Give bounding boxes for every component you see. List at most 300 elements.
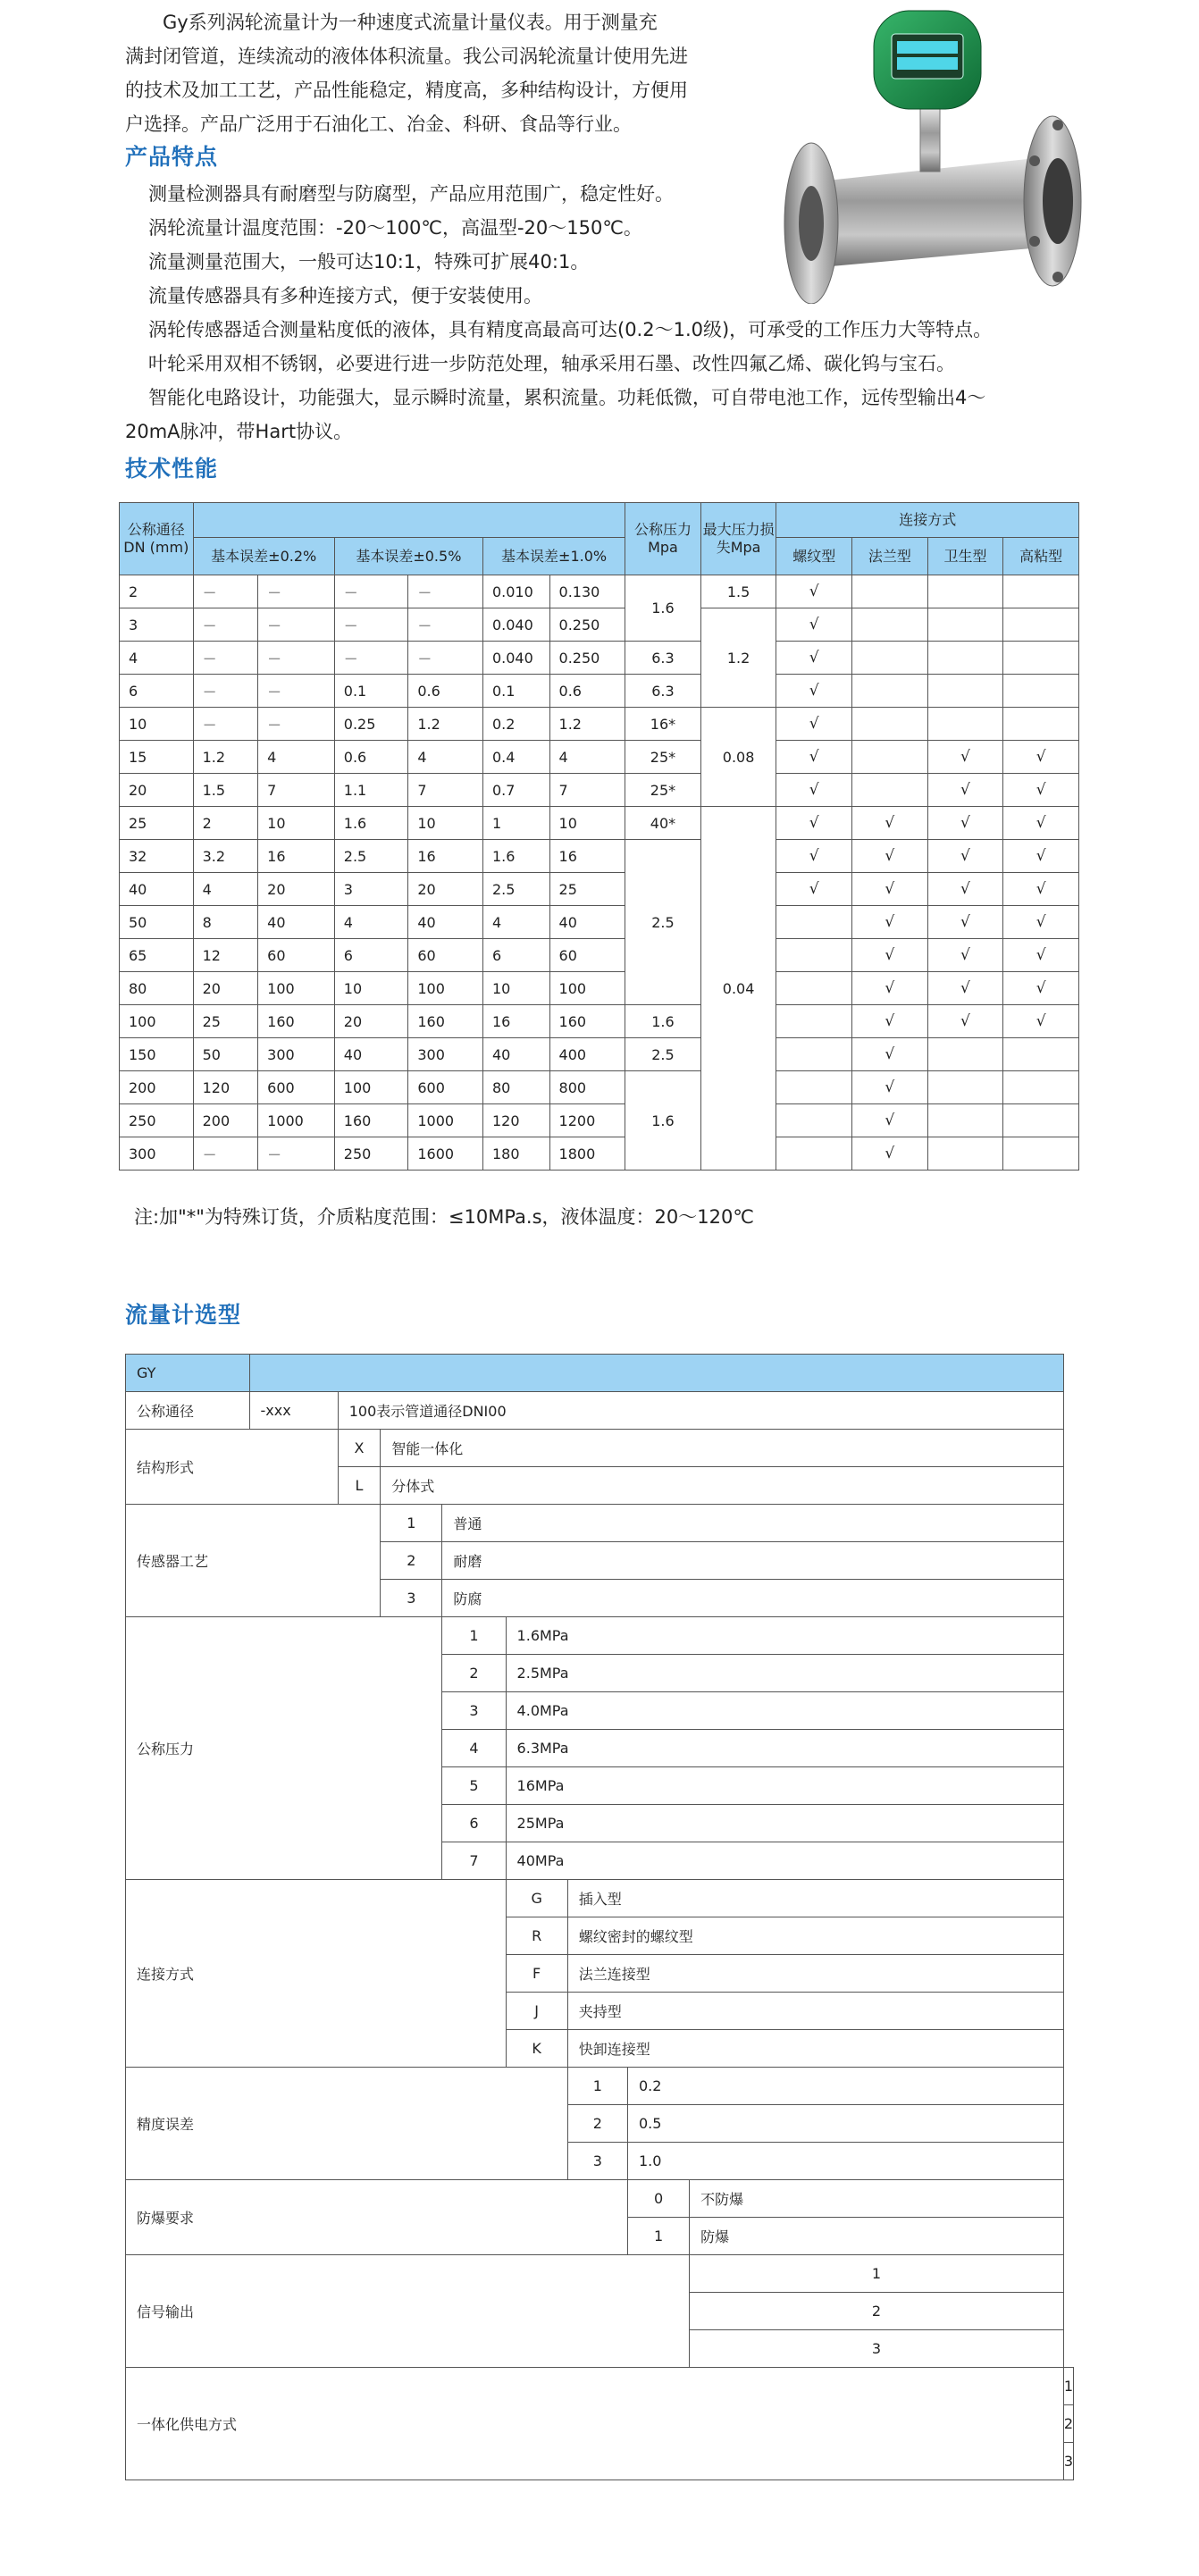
cell-value: 1.2 — [193, 741, 258, 774]
cell-value: 1800 — [549, 1137, 625, 1171]
cell-connection — [776, 972, 852, 1005]
cell-value: 600 — [258, 1071, 335, 1104]
dn-code: -xxx — [249, 1392, 338, 1430]
cell-value: － — [408, 608, 483, 642]
features-list — [125, 177, 1090, 449]
press-code: 7 — [442, 1842, 506, 1880]
cell-value: 60 — [549, 939, 625, 972]
check-mark: √ — [927, 939, 1003, 972]
check-mark: √ — [1003, 972, 1079, 1005]
table-row — [120, 840, 1079, 873]
check-mark: √ — [776, 708, 852, 741]
cell-value: 600 — [408, 1071, 483, 1104]
cell-dn: 32 — [120, 840, 194, 873]
table-row — [120, 1038, 1079, 1071]
cell-value: 60 — [408, 939, 483, 972]
cell-value: 1 — [482, 807, 549, 840]
cell-value: 2.5 — [334, 840, 408, 873]
cell-dn: 40 — [120, 873, 194, 906]
cell-value: 10 — [258, 807, 335, 840]
cell-connection — [927, 1071, 1003, 1104]
cell-value: 0.250 — [549, 642, 625, 675]
cell-value: 6 — [482, 939, 549, 972]
check-mark: √ — [927, 807, 1003, 840]
cell-dn: 6 — [120, 675, 194, 708]
cell-connection — [776, 1071, 852, 1104]
table-row — [126, 1880, 1074, 1917]
cell-connection — [1003, 708, 1079, 741]
sensor-code: 3 — [381, 1580, 442, 1617]
conn-code: K — [506, 2030, 567, 2068]
header-conn-flange: 法兰型 — [852, 538, 928, 575]
cell-connection — [1003, 642, 1079, 675]
cell-value: 2 — [193, 807, 258, 840]
cell-connection — [852, 575, 928, 608]
cell-value: 16 — [408, 840, 483, 873]
check-mark: √ — [1003, 1005, 1079, 1038]
cell-value: 4 — [482, 906, 549, 939]
check-mark: √ — [776, 774, 852, 807]
dn-desc: 100表示管道通径DNI00 — [338, 1392, 1063, 1430]
cell-connection — [852, 774, 928, 807]
cell-connection — [776, 1137, 852, 1171]
cell-value: 0.1 — [482, 675, 549, 708]
table-row — [120, 741, 1079, 774]
cell-value: 100 — [334, 1071, 408, 1104]
intro-line: 的技术及加工工艺，产品性能稳定，精度高，多种结构设计，方便用 — [125, 80, 688, 101]
cell-dn: 25 — [120, 807, 194, 840]
table-row — [126, 1505, 1074, 1542]
cell-value: 160 — [258, 1005, 335, 1038]
cell-dn: 150 — [120, 1038, 194, 1071]
cell-loss: 1.2 — [700, 608, 776, 708]
cell-value: 3.2 — [193, 840, 258, 873]
cell-dn: 100 — [120, 1005, 194, 1038]
press-desc: 16MPa — [506, 1767, 1063, 1805]
press-code: 1 — [442, 1617, 506, 1655]
table-row — [120, 1137, 1079, 1171]
cell-value: 40 — [334, 1038, 408, 1071]
cell-value: － — [258, 675, 335, 708]
table-row — [120, 575, 1079, 608]
struct-label: 结构形式 — [126, 1430, 339, 1505]
cell-value: 0.130 — [549, 575, 625, 608]
check-mark: √ — [776, 873, 852, 906]
cell-connection — [927, 575, 1003, 608]
check-mark: √ — [852, 1005, 928, 1038]
cell-value: 10 — [549, 807, 625, 840]
check-mark: √ — [852, 1104, 928, 1137]
conn-label: 连接方式 — [126, 1880, 507, 2068]
cell-pressure: 2.5 — [625, 840, 701, 1005]
cell-pressure: 25* — [625, 741, 701, 774]
press-code: 2 — [442, 1655, 506, 1692]
table-row — [120, 807, 1079, 840]
check-mark: √ — [776, 807, 852, 840]
cell-value: 4 — [408, 741, 483, 774]
cell-value: 0.6 — [408, 675, 483, 708]
press-label: 公称压力 — [126, 1617, 442, 1880]
conn-code: F — [506, 1955, 567, 1993]
table-row — [120, 939, 1079, 972]
table-row — [120, 774, 1079, 807]
table-row — [120, 1005, 1079, 1038]
cell-value: 400 — [549, 1038, 625, 1071]
cell-value: 4 — [334, 906, 408, 939]
check-mark: √ — [776, 741, 852, 774]
press-desc: 2.5MPa — [506, 1655, 1063, 1692]
cell-value: 1.2 — [408, 708, 483, 741]
table-row — [126, 1617, 1074, 1655]
table-row — [120, 708, 1079, 741]
press-desc: 4.0MPa — [506, 1692, 1063, 1730]
cell-value: 1.1 — [334, 774, 408, 807]
cell-value: 4 — [549, 741, 625, 774]
cell-connection — [852, 675, 928, 708]
cell-dn: 10 — [120, 708, 194, 741]
header-pressure: 公称压力Mpa — [625, 503, 701, 575]
cell-dn: 2 — [120, 575, 194, 608]
check-mark: √ — [927, 972, 1003, 1005]
cell-connection — [927, 708, 1003, 741]
feature-item: 流量测量范围大，一般可达10:1，特殊可扩展40:1。 — [148, 251, 590, 273]
conn-desc: 螺纹密封的螺纹型 — [567, 1917, 1063, 1955]
cell-value: 16 — [258, 840, 335, 873]
cell-pressure: 16* — [625, 708, 701, 741]
table-row — [126, 2255, 1074, 2293]
sensor-label: 传感器工艺 — [126, 1505, 381, 1617]
cell-value: 80 — [482, 1071, 549, 1104]
cell-dn: 250 — [120, 1104, 194, 1137]
press-desc: 25MPa — [506, 1805, 1063, 1842]
struct-code: X — [338, 1430, 381, 1467]
check-mark: √ — [1003, 906, 1079, 939]
acc-desc: 1.0 — [627, 2143, 1063, 2180]
cell-value: 40 — [549, 906, 625, 939]
gy-code: GY — [126, 1355, 250, 1392]
cell-value: 120 — [193, 1071, 258, 1104]
cell-value: － — [193, 575, 258, 608]
cell-value: － — [193, 1137, 258, 1171]
cell-connection — [927, 1104, 1003, 1137]
cell-pressure: 1.6 — [625, 1005, 701, 1038]
cell-connection — [852, 608, 928, 642]
cell-value: 1200 — [549, 1104, 625, 1137]
check-mark: √ — [1003, 741, 1079, 774]
check-mark: √ — [852, 972, 928, 1005]
cell-value: 6 — [334, 939, 408, 972]
cell-connection — [776, 906, 852, 939]
table-row — [120, 1104, 1079, 1137]
cell-dn: 3 — [120, 608, 194, 642]
cell-value: 20 — [258, 873, 335, 906]
header-loss: 最大压力损失Mpa — [700, 503, 776, 575]
sig-code: 1 — [690, 2255, 1064, 2293]
check-mark: √ — [852, 1137, 928, 1171]
header-conn-sanitary: 卫生型 — [927, 538, 1003, 575]
cell-value: 16 — [549, 840, 625, 873]
acc-label: 精度误差 — [126, 2068, 568, 2180]
cell-value: 250 — [334, 1137, 408, 1171]
cell-value: － — [334, 642, 408, 675]
press-desc: 6.3MPa — [506, 1730, 1063, 1767]
cell-value: 40 — [258, 906, 335, 939]
ex-label: 防爆要求 — [126, 2180, 628, 2255]
check-mark: √ — [1003, 873, 1079, 906]
tech-table — [119, 502, 1079, 1171]
cell-value: 100 — [258, 972, 335, 1005]
header-dn: 公称通径DN (mm) — [120, 503, 194, 575]
press-desc: 1.6MPa — [506, 1617, 1063, 1655]
cell-connection — [927, 608, 1003, 642]
acc-code: 1 — [567, 2068, 627, 2105]
conn-desc: 夹持型 — [567, 1993, 1063, 2030]
struct-desc: 智能一体化 — [381, 1430, 1064, 1467]
cell-value: 1600 — [408, 1137, 483, 1171]
pow-code: 2 — [1063, 2405, 1073, 2443]
acc-desc: 0.2 — [627, 2068, 1063, 2105]
check-mark: √ — [852, 1071, 928, 1104]
cell-value: － — [193, 708, 258, 741]
cell-value: 4 — [193, 873, 258, 906]
sensor-desc: 耐磨 — [442, 1542, 1063, 1580]
cell-value: 10 — [482, 972, 549, 1005]
check-mark: √ — [852, 840, 928, 873]
cell-value: － — [334, 608, 408, 642]
cell-connection — [852, 708, 928, 741]
press-code: 3 — [442, 1692, 506, 1730]
cell-dn: 80 — [120, 972, 194, 1005]
press-code: 4 — [442, 1730, 506, 1767]
table-row — [126, 2368, 1074, 2405]
cell-value: 8 — [193, 906, 258, 939]
cell-value: － — [193, 608, 258, 642]
pow-label: 一体化供电方式 — [126, 2368, 1064, 2480]
check-mark: √ — [776, 575, 852, 608]
check-mark: √ — [1003, 939, 1079, 972]
cell-value: 1.2 — [549, 708, 625, 741]
cell-value: 50 — [193, 1038, 258, 1071]
cell-value: － — [193, 675, 258, 708]
cell-connection — [776, 1005, 852, 1038]
cell-connection — [776, 939, 852, 972]
pow-code: 3 — [1063, 2443, 1073, 2480]
check-mark: √ — [776, 642, 852, 675]
cell-loss: 1.5 — [700, 575, 776, 608]
ex-code: 0 — [627, 2180, 689, 2218]
cell-value: 0.010 — [482, 575, 549, 608]
cell-loss: 0.08 — [700, 708, 776, 807]
cell-value: 20 — [193, 972, 258, 1005]
gy-header-blank — [249, 1355, 1063, 1392]
select-title: 流量计选型 — [125, 1302, 242, 1328]
check-mark: √ — [927, 1005, 1003, 1038]
check-mark: √ — [776, 675, 852, 708]
cell-value: 3 — [334, 873, 408, 906]
cell-value: 120 — [482, 1104, 549, 1137]
cell-value: － — [258, 608, 335, 642]
cell-dn: 50 — [120, 906, 194, 939]
conn-code: R — [506, 1917, 567, 1955]
sensor-desc: 普通 — [442, 1505, 1063, 1542]
cell-value: － — [258, 575, 335, 608]
feature-item: 测量检测器具有耐磨型与防腐型，产品应用范围广，稳定性好。 — [148, 183, 674, 205]
ex-code: 1 — [627, 2218, 689, 2255]
cell-value: 200 — [193, 1104, 258, 1137]
table-row — [126, 1430, 1074, 1467]
cell-value: 2.5 — [482, 873, 549, 906]
pow-code: 1 — [1063, 2368, 1073, 2405]
press-code: 5 — [442, 1767, 506, 1805]
cell-connection — [1003, 1104, 1079, 1137]
features-title: 产品特点 — [125, 144, 219, 170]
table-row — [126, 2180, 1074, 2218]
header-conn-viscous: 高粘型 — [1003, 538, 1079, 575]
feature-item: 涡轮流量计温度范围：-20～100℃，高温型-20～150℃。 — [148, 217, 642, 239]
table-row — [120, 608, 1079, 642]
cell-value: 0.250 — [549, 608, 625, 642]
cell-value: 10 — [408, 807, 483, 840]
ex-desc: 防爆 — [690, 2218, 1064, 2255]
conn-code: J — [506, 1993, 567, 2030]
cell-connection — [852, 741, 928, 774]
cell-value: 800 — [549, 1071, 625, 1104]
cell-value: － — [408, 642, 483, 675]
cell-value: － — [258, 642, 335, 675]
intro-line: Gy系列涡轮流量计为一种速度式流量计量仪表。用于测量充 — [163, 12, 658, 33]
cell-value: － — [408, 575, 483, 608]
cell-value: 20 — [408, 873, 483, 906]
feature-item: 20mA脉冲，带Hart协议。 — [125, 421, 353, 442]
cell-value: － — [258, 708, 335, 741]
cell-connection — [1003, 675, 1079, 708]
check-mark: √ — [927, 873, 1003, 906]
cell-value: 0.040 — [482, 608, 549, 642]
cell-value: 100 — [408, 972, 483, 1005]
header-err02: 基本误差±0.2% — [193, 538, 334, 575]
tech-note: 注:加"*"为特殊订货，介质粘度范围：≤10MPa.s，液体温度：20～120℃ — [134, 1206, 754, 1228]
press-desc: 40MPa — [506, 1842, 1063, 1880]
table-row — [120, 1071, 1079, 1104]
cell-value: 0.4 — [482, 741, 549, 774]
header-blank — [193, 503, 625, 538]
feature-item: 涡轮传感器适合测量粘度低的液体，具有精度高最高可达(0.2～1.0级)，可承受的工作压力大等特点。 — [148, 319, 993, 340]
cell-value: 160 — [334, 1104, 408, 1137]
table-row — [126, 2068, 1074, 2105]
table-row — [120, 972, 1079, 1005]
cell-pressure: 2.5 — [625, 1038, 701, 1071]
cell-value: 1.6 — [482, 840, 549, 873]
cell-value: 300 — [408, 1038, 483, 1071]
cell-value: 25 — [193, 1005, 258, 1038]
cell-connection — [927, 675, 1003, 708]
tech-title: 技术性能 — [125, 456, 219, 482]
ex-desc: 不防爆 — [690, 2180, 1064, 2218]
press-code: 6 — [442, 1805, 506, 1842]
cell-pressure: 6.3 — [625, 675, 701, 708]
cell-value: 180 — [482, 1137, 549, 1171]
check-mark: √ — [1003, 774, 1079, 807]
cell-pressure: 25* — [625, 774, 701, 807]
cell-connection — [927, 1038, 1003, 1071]
cell-value: 7 — [408, 774, 483, 807]
struct-desc: 分体式 — [381, 1467, 1064, 1505]
feature-item: 叶轮采用双相不锈钢，必要进行进一步防范处理，轴承采用石墨、改性四氟乙烯、碳化钨与宝石。 — [148, 353, 955, 374]
cell-dn: 4 — [120, 642, 194, 675]
select-table — [125, 1354, 1074, 2480]
table-row — [120, 873, 1079, 906]
conn-desc: 法兰连接型 — [567, 1955, 1063, 1993]
cell-value: 1.6 — [334, 807, 408, 840]
check-mark: √ — [927, 774, 1003, 807]
cell-value: 60 — [258, 939, 335, 972]
cell-value: 0.6 — [549, 675, 625, 708]
sensor-code: 1 — [381, 1505, 442, 1542]
table-row — [120, 906, 1079, 939]
feature-item: 智能化电路设计，功能强大，显示瞬时流量，累积流量。功耗低微，可自带电池工作，远传型输出4～ — [148, 387, 986, 408]
dn-label: 公称通径 — [126, 1392, 250, 1430]
cell-connection — [776, 1038, 852, 1071]
conn-desc: 插入型 — [567, 1880, 1063, 1917]
feature-item: 流量传感器具有多种连接方式，便于安装使用。 — [148, 285, 542, 306]
check-mark: √ — [852, 1038, 928, 1071]
cell-value: 16 — [482, 1005, 549, 1038]
cell-value: 20 — [334, 1005, 408, 1038]
sensor-code: 2 — [381, 1542, 442, 1580]
cell-pressure: 40* — [625, 807, 701, 840]
cell-dn: 15 — [120, 741, 194, 774]
check-mark: √ — [776, 608, 852, 642]
cell-value: 1000 — [258, 1104, 335, 1137]
conn-code: G — [506, 1880, 567, 1917]
cell-pressure: 1.6 — [625, 575, 701, 642]
cell-value: 40 — [482, 1038, 549, 1071]
intro-line: 满封闭管道，连续流动的液体体积流量。我公司涡轮流量计使用先进 — [125, 46, 688, 67]
acc-code: 2 — [567, 2105, 627, 2143]
cell-value: 7 — [549, 774, 625, 807]
check-mark: √ — [1003, 840, 1079, 873]
cell-value: 300 — [258, 1038, 335, 1071]
cell-connection — [1003, 1137, 1079, 1171]
sig-code: 2 — [690, 2293, 1064, 2330]
cell-value: 10 — [334, 972, 408, 1005]
cell-value: 160 — [549, 1005, 625, 1038]
check-mark: √ — [1003, 807, 1079, 840]
cell-connection — [927, 642, 1003, 675]
sig-label: 信号输出 — [126, 2255, 690, 2368]
cell-value: － — [193, 642, 258, 675]
cell-pressure: 1.6 — [625, 1071, 701, 1171]
check-mark: √ — [852, 873, 928, 906]
cell-value: 0.040 — [482, 642, 549, 675]
cell-value: 25 — [549, 873, 625, 906]
header-conn-thread: 螺纹型 — [776, 538, 852, 575]
cell-value: 40 — [408, 906, 483, 939]
header-err05: 基本误差±0.5% — [334, 538, 482, 575]
acc-code: 3 — [567, 2143, 627, 2180]
cell-connection — [927, 1137, 1003, 1171]
cell-connection — [1003, 1071, 1079, 1104]
check-mark: √ — [852, 807, 928, 840]
cell-value: 7 — [258, 774, 335, 807]
cell-value: 0.2 — [482, 708, 549, 741]
sensor-desc: 防腐 — [442, 1580, 1063, 1617]
cell-dn: 20 — [120, 774, 194, 807]
cell-connection — [1003, 608, 1079, 642]
check-mark: √ — [852, 906, 928, 939]
cell-value: 0.7 — [482, 774, 549, 807]
acc-desc: 0.5 — [627, 2105, 1063, 2143]
